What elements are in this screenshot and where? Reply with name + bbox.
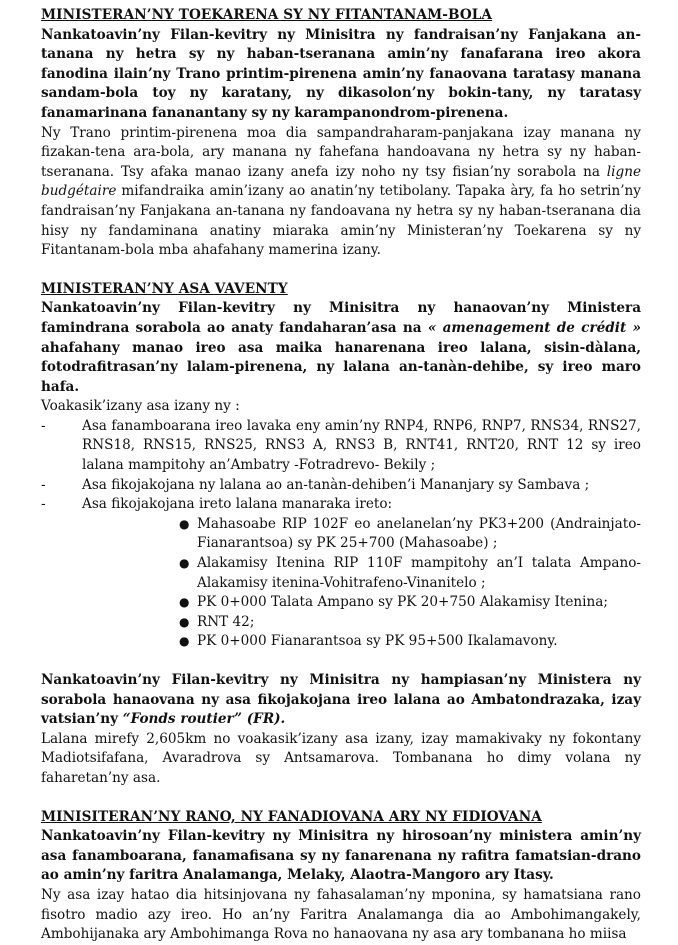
decision-paragraph: Nankatoavin’ny Filan-kevitry ny Minisitra ny fandraisan’ny Fanjakana an-tanana ny hetra sy ny haban-tseranana amin’ny fanafarana ireo akora fanodina ilain’ny Trano printim-pirenena amin’ny fanaovana taratasy manana sandam-bola toy ny karatany, ny dikasolon’ny bokin-tany, ny taratasy fanamarinana fananantany sy ny karampanondrom-pirenena. xyxy=(41,26,641,121)
section-heading: MINISTERAN’NY TOEKARENA SY NY FITANTANAM-BOLA xyxy=(41,7,493,23)
dash-marker: - xyxy=(41,496,46,513)
section-heading: MINISTERAN’NY ASA VAVENTY xyxy=(41,280,288,297)
dash-marker: - xyxy=(41,417,46,434)
bullet-icon: ● xyxy=(179,595,190,610)
list-item: ● Mahasoabe RIP 102F eo anelanelan’ny PK3+200 (Andrainjato-Fianarantsoa) sy PK 25+700 (Mahasoabe) ; xyxy=(179,515,641,552)
section-finance xyxy=(41,6,641,261)
section-gap xyxy=(41,789,641,808)
paragraph-gap xyxy=(41,652,641,671)
section-water xyxy=(41,808,641,945)
roads-list xyxy=(41,515,641,652)
list-item: ● PK 0+000 Talata Ampano sy PK 20+750 Alakamisy Itenina; xyxy=(179,593,641,613)
section-gap xyxy=(41,261,641,280)
section-public-works xyxy=(41,280,641,789)
list-item: - Asa fikojakojana ireto lalana manaraka ireto: xyxy=(41,495,641,515)
list-item: - Asa fanamboarana ireo lavaka eny amin’ny RNP4, RNP6, RNP7, RNS34, RNS27, RNS18, RNS15, RNS25, RNS3 A, RNS3 B, RNT41, RNT20, RNT 12 sy ireo lalana mampitohy an’Ambatry -Fotradrevo- Bekily ; xyxy=(41,417,641,474)
decision-paragraph: Nankatoavin’ny Filan-kevitry ny Minisitra ny hampiasan’ny Ministera ny sorabola hanaovana ny asa fikojakojana ireo lalana ao Ambatondrazaka, izay vatsian’ny “Fonds routier” (FR). xyxy=(41,672,641,728)
list-intro: Voakasik’izany asa izany ny : xyxy=(41,398,240,415)
dash-marker: - xyxy=(41,476,46,493)
section-heading: MINISITERAN’NY RANO, NY FANADIOVANA ARY NY FIDIOVANA xyxy=(41,808,542,825)
bullet-icon: ● xyxy=(179,556,190,571)
document-page xyxy=(41,6,641,945)
list-item: ● RNT 42; xyxy=(179,613,641,633)
bullet-icon: ● xyxy=(179,634,190,649)
list-item: ● PK 0+000 Fianarantsoa sy PK 95+500 Ikalamavony. xyxy=(179,632,641,652)
bullet-icon: ● xyxy=(179,614,190,629)
body-paragraph: Lalana mirefy 2,605km no voakasik’izany asa izany, izay mamakivaky ny fokontany Madiotsifafana, Avaradrova sy Antsamarova. Tombanana ho dimy volana ny faharetan’ny asa. xyxy=(41,730,641,786)
bullet-icon: ● xyxy=(179,516,190,531)
decision-paragraph: Nankatoavin’ny Filan-kevitry ny Minisitra ny hanaovan’ny Ministera famindrana sorabola ao anaty fandaharan’asa na « amenagement de crédit » ahafahany manao ireo asa maika hanarenana ireo lalana, sisin-dàlana, fotodrafitrasan’ny lalam-pirenena, ny lalana an-tanàn-dehibe, sy ireo maro hafa. xyxy=(41,300,641,395)
works-list xyxy=(41,417,641,515)
list-item: - Asa fikojakojana ny lalana ao an-tanàn-dehiben’i Mananjary sy Sambava ; xyxy=(41,476,641,496)
body-paragraph: Ny Trano printim-pirenena moa dia sampandraharam-panjakana izay manana ny fizakan-tena ara-bola, ary manana ny fahefana handoavana ny hetra sy ny haban-tseranana. Tsy afaka manao izany anefa izy noho ny tsy fisian’ny sorabola na ligne budgétaire mifandraika amin’izany ao anatin’ny tetibolany. Tapaka àry, fa ho setrin’ny fandraisan’ny Fanjakana an-tanana ny fandoavana ny hetra sy ny haban-tseranana dia hisy ny fandaminana anatiny miaraka amin’ny Ministeran’ny Toekarena sy ny Fitantanam-bola mba ahafahany mamerina izany. xyxy=(41,124,641,259)
decision-paragraph: Nankatoavin’ny Filan-kevitry ny Minisitra ny hirosoan’ny ministera amin’ny asa fanamboarana, fanamafisana sy ny fanarenana ny rafitra famatsian-drano ao amin’ny faritra Analamanga, Melaky, Alaotra-Mangoro ary Itasy. xyxy=(41,828,641,884)
body-paragraph: Ny asa izay hatao dia hitsinjovana ny fahasalaman’ny mponina, sy hamatsiana rano fisotro madio azy ireo. Ho an’ny Faritra Analamanga dia ao Ambohimangakely, Ambohijanaka ary Ambohimanga Rova no hanaovana ny asa ary tombanana ho miisa xyxy=(41,886,641,943)
list-item: ● Alakamisy Itenina RIP 110F mampitohy an’I talata Ampano-Alakamisy itenina-Vohitrafeno-Vinanitelo ; xyxy=(179,555,641,591)
